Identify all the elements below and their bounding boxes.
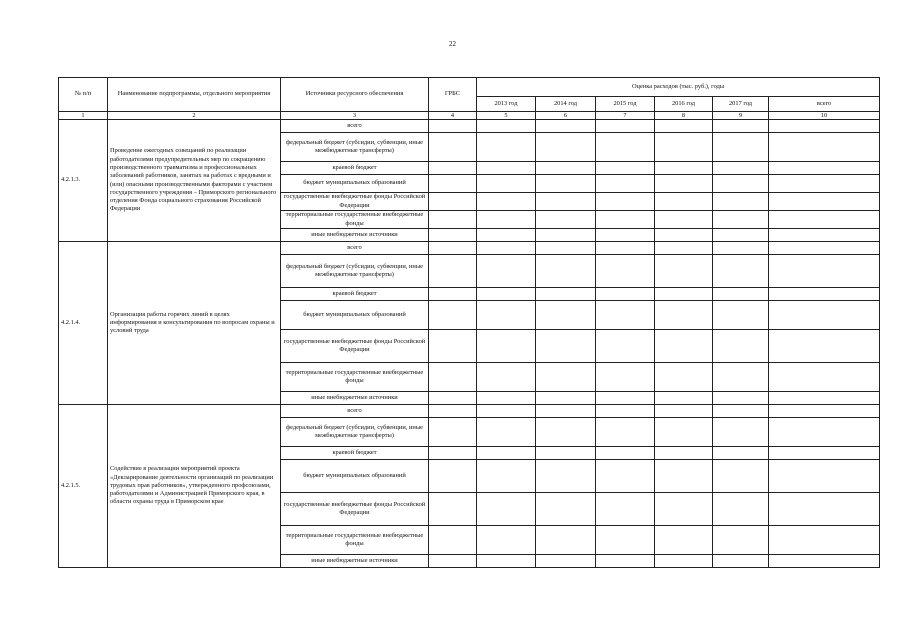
amount-cell xyxy=(536,133,596,162)
amount-cell xyxy=(713,460,769,493)
amount-cell xyxy=(769,255,880,288)
amount-cell xyxy=(655,288,713,301)
amount-cell xyxy=(477,392,536,405)
grbs-cell xyxy=(429,405,477,418)
amount-cell xyxy=(536,460,596,493)
column-number: 3 xyxy=(281,112,429,120)
amount-cell xyxy=(536,526,596,555)
amount-cell xyxy=(713,255,769,288)
amount-cell xyxy=(769,242,880,255)
amount-cell xyxy=(477,460,536,493)
amount-cell xyxy=(769,447,880,460)
amount-cell xyxy=(596,229,655,242)
amount-cell xyxy=(536,193,596,211)
amount-cell xyxy=(536,330,596,363)
amount-cell xyxy=(655,255,713,288)
amount-cell xyxy=(769,405,880,418)
amount-cell xyxy=(655,555,713,568)
amount-cell xyxy=(596,526,655,555)
grbs-cell xyxy=(429,242,477,255)
amount-cell xyxy=(713,133,769,162)
amount-cell xyxy=(713,301,769,330)
funding-source: федеральный бюджет (субсидии, субвенции, иные межбюджетные трансферты) xyxy=(281,418,429,447)
amount-cell xyxy=(655,133,713,162)
amount-cell xyxy=(655,493,713,526)
funding-source: государственные внебюджетные фонды Российской Федерации xyxy=(281,193,429,211)
amount-cell xyxy=(769,133,880,162)
amount-cell xyxy=(536,162,596,175)
amount-cell xyxy=(769,175,880,193)
amount-cell xyxy=(477,330,536,363)
amount-cell xyxy=(536,418,596,447)
amount-cell xyxy=(477,526,536,555)
amount-cell xyxy=(769,363,880,392)
column-number: 9 xyxy=(713,112,769,120)
amount-cell xyxy=(596,211,655,229)
funding-source: территориальные государственные внебюджетные фонды xyxy=(281,526,429,555)
grbs-cell xyxy=(429,162,477,175)
amount-cell xyxy=(596,120,655,133)
column-number: 10 xyxy=(769,112,880,120)
amount-cell xyxy=(713,526,769,555)
amount-cell xyxy=(477,493,536,526)
amount-cell xyxy=(769,120,880,133)
amount-cell xyxy=(536,229,596,242)
amount-cell xyxy=(477,363,536,392)
column-number: 5 xyxy=(477,112,536,120)
funding-source: бюджет муниципальных образований xyxy=(281,460,429,493)
amount-cell xyxy=(596,493,655,526)
amount-cell xyxy=(655,120,713,133)
header-year: 2015 год xyxy=(596,97,655,112)
amount-cell xyxy=(655,447,713,460)
amount-cell xyxy=(477,255,536,288)
amount-cell xyxy=(713,330,769,363)
amount-cell xyxy=(536,493,596,526)
amount-cell xyxy=(596,392,655,405)
amount-cell xyxy=(769,229,880,242)
header-year: 2014 год xyxy=(536,97,596,112)
grbs-cell xyxy=(429,330,477,363)
amount-cell xyxy=(769,162,880,175)
grbs-cell xyxy=(429,526,477,555)
amount-cell xyxy=(713,392,769,405)
measure-title: Организация работы горячих линий в целях информирования и консультирования по вопросам охраны и условий труда xyxy=(108,242,281,405)
funding-source: федеральный бюджет (субсидии, субвенции, иные межбюджетные трансферты) xyxy=(281,133,429,162)
amount-cell xyxy=(655,392,713,405)
grbs-cell xyxy=(429,229,477,242)
amount-cell xyxy=(655,301,713,330)
amount-cell xyxy=(477,418,536,447)
amount-cell xyxy=(655,418,713,447)
amount-cell xyxy=(769,193,880,211)
grbs-cell xyxy=(429,301,477,330)
grbs-cell xyxy=(429,392,477,405)
funding-source: бюджет муниципальных образований xyxy=(281,175,429,193)
header-name: Наименование подпрограммы, отдельного мероприятия xyxy=(108,78,281,112)
table-row xyxy=(59,120,880,133)
amount-cell xyxy=(655,363,713,392)
amount-cell xyxy=(713,193,769,211)
amount-cell xyxy=(769,301,880,330)
amount-cell xyxy=(769,555,880,568)
table-row xyxy=(59,405,880,418)
amount-cell xyxy=(477,120,536,133)
amount-cell xyxy=(596,133,655,162)
table-row xyxy=(59,242,880,255)
amount-cell xyxy=(477,193,536,211)
amount-cell xyxy=(769,493,880,526)
amount-cell xyxy=(596,405,655,418)
amount-cell xyxy=(655,526,713,555)
amount-cell xyxy=(536,363,596,392)
amount-cell xyxy=(655,175,713,193)
funding-source: краевой бюджет xyxy=(281,288,429,301)
amount-cell xyxy=(536,447,596,460)
amount-cell xyxy=(536,175,596,193)
measure-code: 4.2.1.4. xyxy=(59,242,108,405)
amount-cell xyxy=(769,460,880,493)
header-year: 2016 год xyxy=(655,97,713,112)
grbs-cell xyxy=(429,255,477,288)
amount-cell xyxy=(769,526,880,555)
grbs-cell xyxy=(429,418,477,447)
grbs-cell xyxy=(429,363,477,392)
header-estimate: Оценка расходов (тыс. руб.), годы xyxy=(477,78,880,97)
funding-source: всего xyxy=(281,242,429,255)
amount-cell xyxy=(655,211,713,229)
funding-source: государственные внебюджетные фонды Российской Федерации xyxy=(281,330,429,363)
amount-cell xyxy=(536,555,596,568)
amount-cell xyxy=(477,288,536,301)
funding-source: всего xyxy=(281,405,429,418)
amount-cell xyxy=(596,555,655,568)
amount-cell xyxy=(596,193,655,211)
amount-cell xyxy=(477,242,536,255)
amount-cell xyxy=(536,242,596,255)
amount-cell xyxy=(477,229,536,242)
amount-cell xyxy=(536,288,596,301)
funding-source: бюджет муниципальных образований xyxy=(281,301,429,330)
amount-cell xyxy=(713,555,769,568)
amount-cell xyxy=(477,211,536,229)
header-num: № п/п xyxy=(59,78,108,112)
grbs-cell xyxy=(429,447,477,460)
amount-cell xyxy=(477,447,536,460)
funding-source: территориальные государственные внебюджетные фонды xyxy=(281,211,429,229)
amount-cell xyxy=(713,229,769,242)
page-number: 22 xyxy=(449,40,456,48)
grbs-cell xyxy=(429,288,477,301)
amount-cell xyxy=(769,211,880,229)
amount-cell xyxy=(477,405,536,418)
funding-source: иные внебюджетные источники xyxy=(281,392,429,405)
amount-cell xyxy=(655,330,713,363)
amount-cell xyxy=(713,418,769,447)
amount-cell xyxy=(713,211,769,229)
measure-code: 4.2.1.5. xyxy=(59,405,108,568)
measure-title: Проведение ежегодных совещаний по реализации работодателями предупредительных мер по сокращению производственного травматизма и профессиональных заболеваний работников, занятых на работах с вредными и (или) опасными производственными факторами с участием государственного учреждения – Приморского регионального отделения Фонда социального страхования Российской Федерации xyxy=(108,120,281,242)
amount-cell xyxy=(713,493,769,526)
amount-cell xyxy=(769,392,880,405)
amount-cell xyxy=(477,175,536,193)
amount-cell xyxy=(596,242,655,255)
amount-cell xyxy=(713,363,769,392)
amount-cell xyxy=(769,330,880,363)
amount-cell xyxy=(713,175,769,193)
funding-source: краевой бюджет xyxy=(281,162,429,175)
column-number: 1 xyxy=(59,112,108,120)
amount-cell xyxy=(596,255,655,288)
amount-cell xyxy=(713,162,769,175)
column-number: 7 xyxy=(596,112,655,120)
header-year: 2013 год xyxy=(477,97,536,112)
funding-source: федеральный бюджет (субсидии, субвенции, иные межбюджетные трансферты) xyxy=(281,255,429,288)
funding-source: территориальные государственные внебюджетные фонды xyxy=(281,363,429,392)
column-number: 6 xyxy=(536,112,596,120)
amount-cell xyxy=(596,363,655,392)
amount-cell xyxy=(536,405,596,418)
grbs-cell xyxy=(429,193,477,211)
measure-title: Содействие в реализации мероприятий проекта «Декларирование деятельности организаций по реализации трудовых прав работников», утвержденного профсоюзами, работодателями и Администрацией Приморского края, в области охраны труда в Приморском крае xyxy=(108,405,281,568)
amount-cell xyxy=(769,418,880,447)
amount-cell xyxy=(596,288,655,301)
column-number: 4 xyxy=(429,112,477,120)
amount-cell xyxy=(536,255,596,288)
amount-cell xyxy=(596,175,655,193)
column-number: 8 xyxy=(655,112,713,120)
amount-cell xyxy=(713,288,769,301)
amount-cell xyxy=(596,418,655,447)
amount-cell xyxy=(769,288,880,301)
header-source: Источники ресурсного обеспечения xyxy=(281,78,429,112)
amount-cell xyxy=(536,301,596,330)
column-number: 2 xyxy=(108,112,281,120)
amount-cell xyxy=(713,405,769,418)
amount-cell xyxy=(477,133,536,162)
amount-cell xyxy=(596,460,655,493)
grbs-cell xyxy=(429,133,477,162)
amount-cell xyxy=(655,193,713,211)
grbs-cell xyxy=(429,175,477,193)
amount-cell xyxy=(655,405,713,418)
header-year: 2017 год xyxy=(713,97,769,112)
amount-cell xyxy=(713,242,769,255)
amount-cell xyxy=(596,447,655,460)
amount-cell xyxy=(713,447,769,460)
header-grbs: ГРБС xyxy=(429,78,477,112)
header-total: всего xyxy=(769,97,880,112)
grbs-cell xyxy=(429,211,477,229)
amount-cell xyxy=(536,120,596,133)
funding-source: краевой бюджет xyxy=(281,447,429,460)
amount-cell xyxy=(596,330,655,363)
funding-source: государственные внебюджетные фонды Российской Федерации xyxy=(281,493,429,526)
funding-source: всего xyxy=(281,120,429,133)
amount-cell xyxy=(477,555,536,568)
amount-cell xyxy=(477,162,536,175)
amount-cell xyxy=(596,162,655,175)
amount-cell xyxy=(655,229,713,242)
grbs-cell xyxy=(429,493,477,526)
amount-cell xyxy=(536,211,596,229)
grbs-cell xyxy=(429,555,477,568)
measure-code: 4.2.1.3. xyxy=(59,120,108,242)
amount-cell xyxy=(536,392,596,405)
amount-cell xyxy=(596,301,655,330)
funding-source: иные внебюджетные источники xyxy=(281,555,429,568)
funding-source: иные внебюджетные источники xyxy=(281,229,429,242)
grbs-cell xyxy=(429,460,477,493)
amount-cell xyxy=(477,301,536,330)
budget-table xyxy=(58,77,880,568)
amount-cell xyxy=(655,242,713,255)
amount-cell xyxy=(713,120,769,133)
amount-cell xyxy=(655,162,713,175)
amount-cell xyxy=(655,460,713,493)
grbs-cell xyxy=(429,120,477,133)
